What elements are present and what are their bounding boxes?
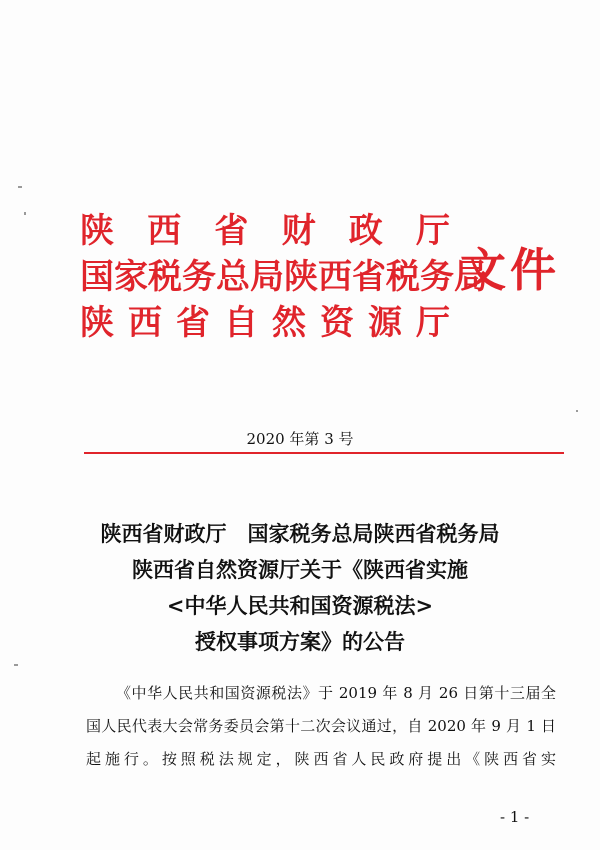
issuer-char: 政 (348, 211, 383, 251)
issuer-char: 厅 (416, 303, 450, 343)
body-paragraph: 《中华人民共和国资源税法》于 2019 年 8 月 26 日第十三届全国人民代表大会常务委员会第十二次会议通过，自 2020 年 9 月 1 日起施行。按照税法规定，陕西省人民政府提出《陕西省实 (86, 684, 556, 768)
issuer-finance-department (80, 208, 450, 254)
issuer-text: 国家税务总局陕西省税务局 (80, 257, 488, 297)
body-text (86, 677, 556, 776)
issuing-authorities (80, 208, 488, 346)
scan-speck (14, 664, 18, 666)
title-line: 陕西省自然资源厅关于《陕西省实施 (132, 557, 468, 582)
issuer-char: 省 (176, 303, 210, 343)
issuer-char: 财 (281, 211, 316, 251)
scan-speck (18, 186, 22, 188)
issuer-char: 资 (320, 303, 354, 343)
announcement-title (0, 516, 600, 660)
issuer-char: 自 (224, 303, 258, 343)
issuer-char: 西 (128, 303, 162, 343)
issuer-tax-bureau (80, 254, 488, 300)
issuer-char: 然 (272, 303, 306, 343)
title-line: 陕西省财政厅 国家税务总局陕西省税务局 (100, 521, 500, 546)
title-line: <中华人民共和国资源税法> (166, 593, 434, 618)
document-number: 2020 年第 3 号 (246, 430, 354, 448)
issuer-char: 西 (147, 211, 182, 251)
issuer-char: 源 (368, 303, 402, 343)
issuer-char: 厅 (415, 211, 450, 251)
document-mark: 文件 (460, 243, 560, 297)
issuer-char: 省 (214, 211, 249, 251)
title-line: 授权事项方案》的公告 (195, 629, 405, 654)
issuer-char: 陕 (80, 211, 114, 251)
issuer-natural-resources-department (80, 300, 450, 346)
scan-speck (24, 212, 26, 215)
page-number: - 1 - (500, 808, 530, 826)
scan-speck (576, 410, 578, 412)
red-divider (84, 452, 564, 454)
issuer-char: 陕 (80, 303, 114, 343)
